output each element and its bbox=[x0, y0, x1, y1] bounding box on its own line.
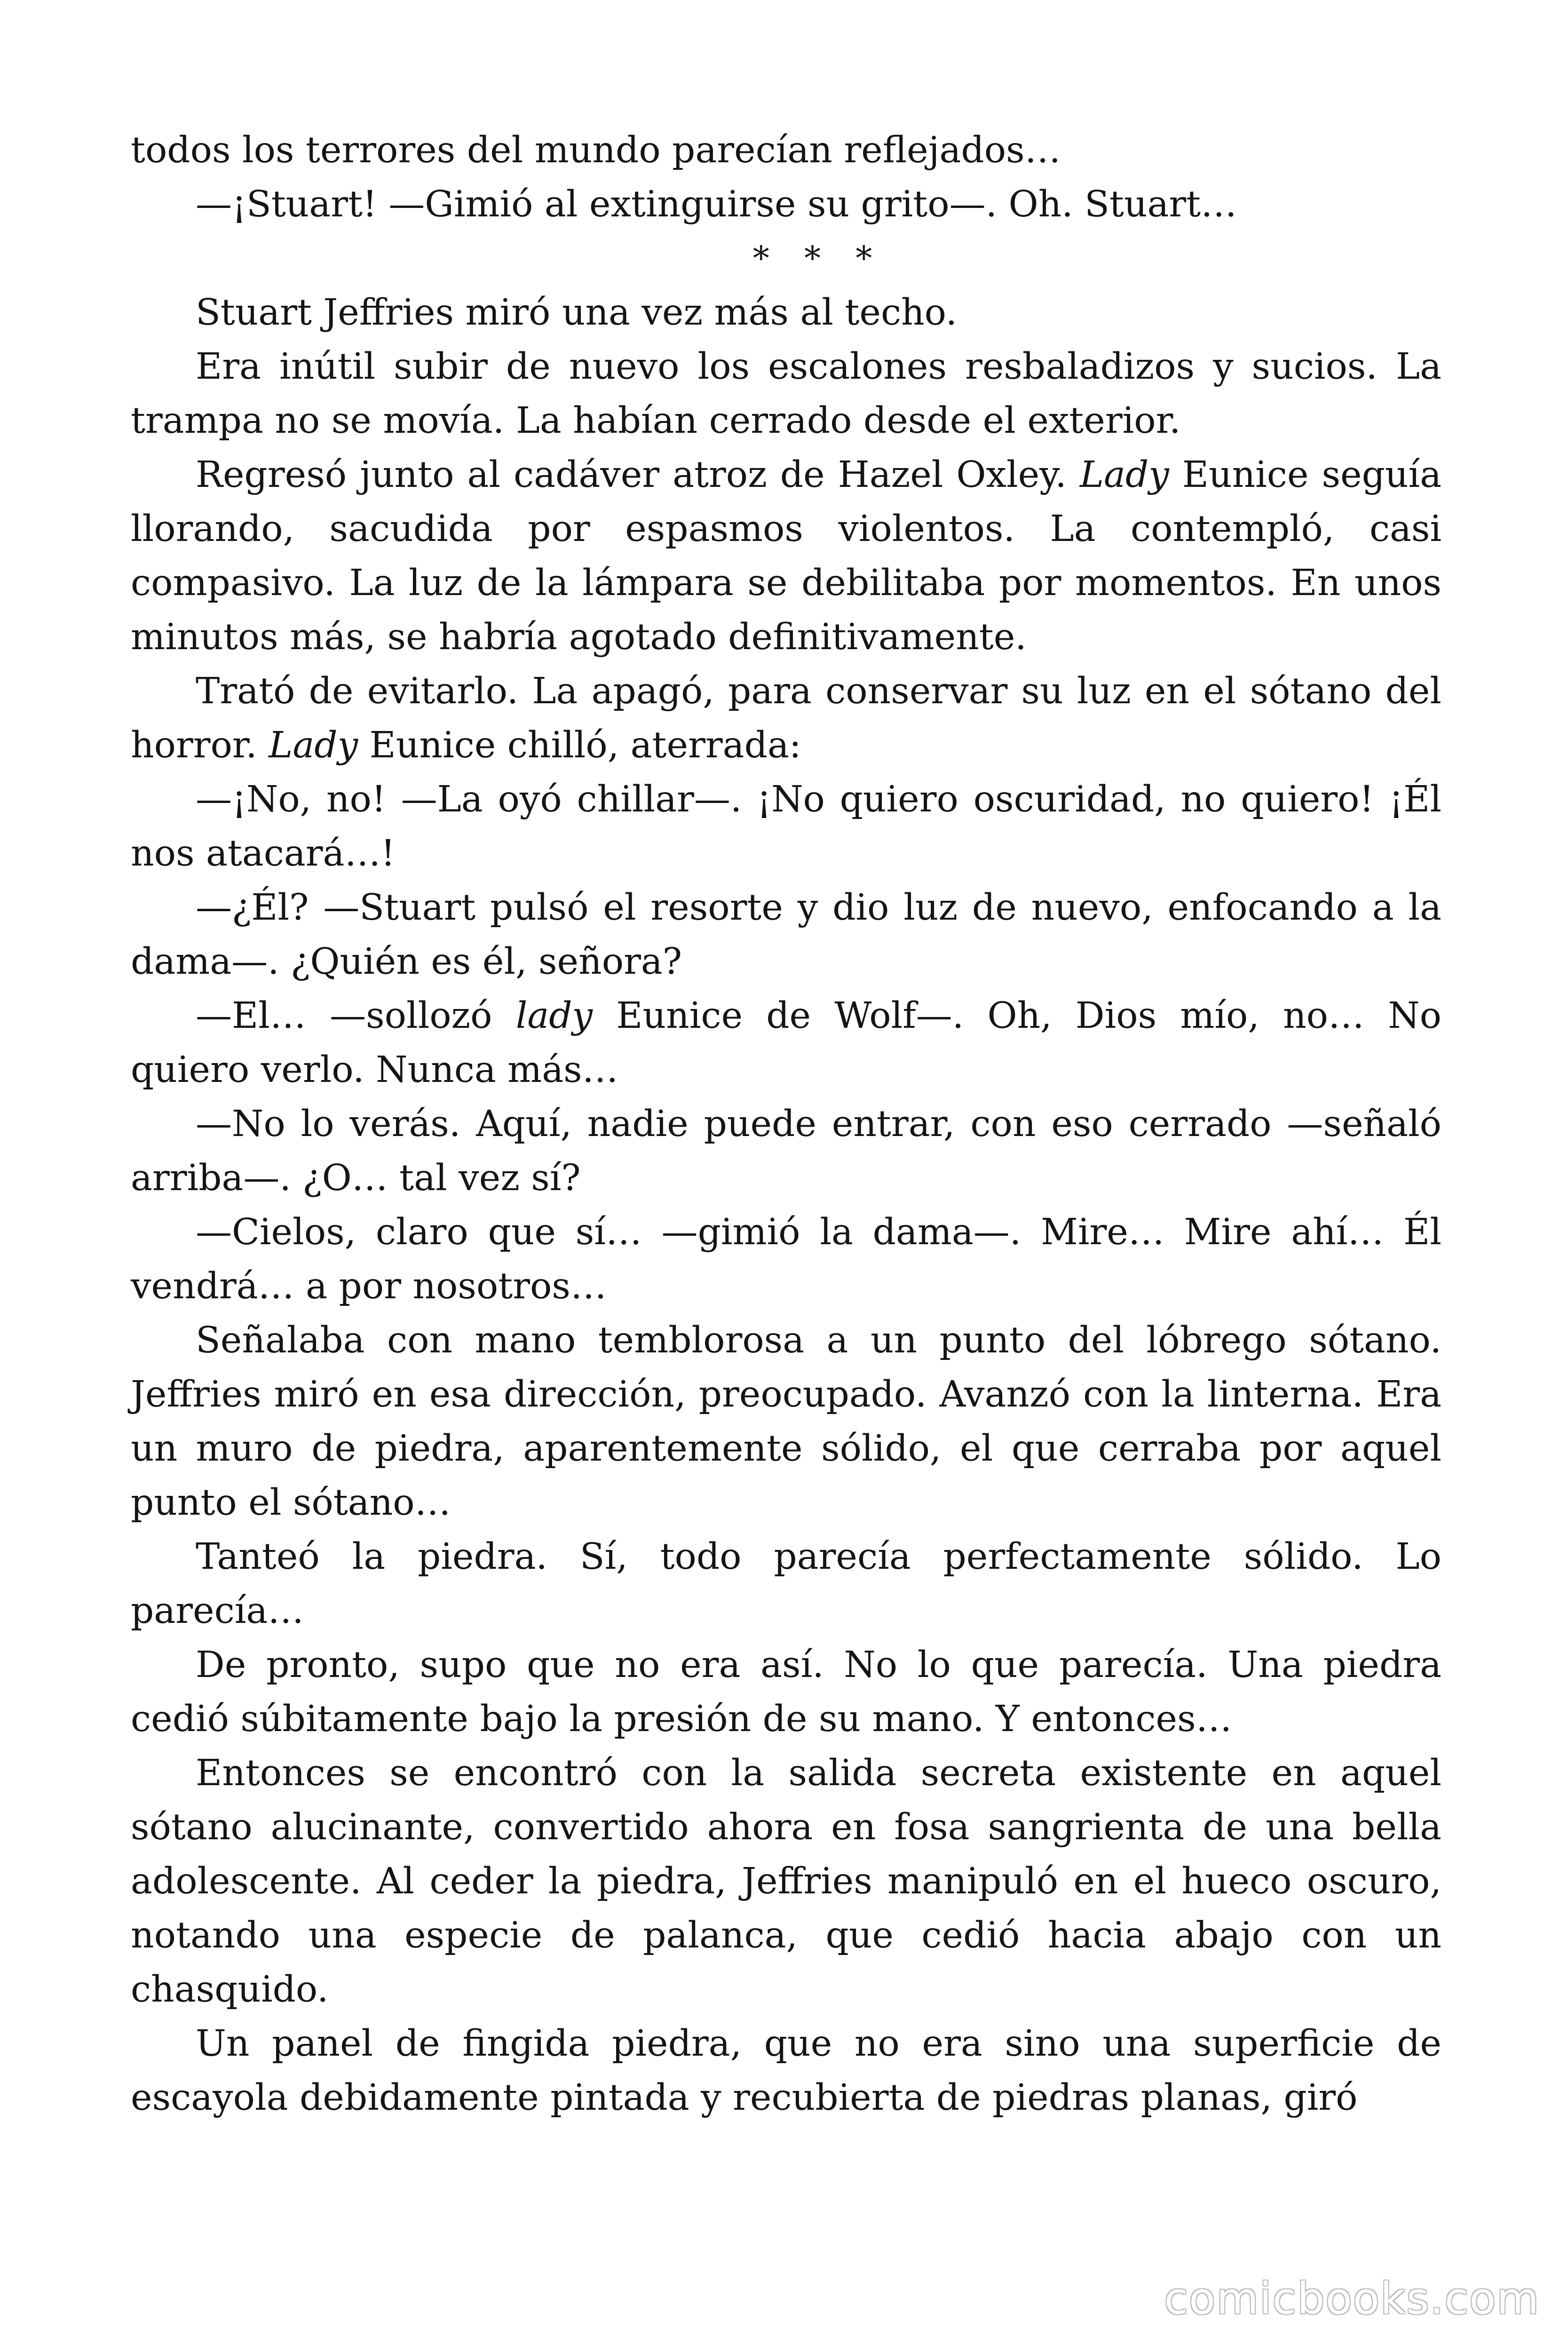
paragraph-5: —¡No, no! —La oyó chillar—. ¡No quiero oscuridad, no quiero! ¡Él nos atacará…! bbox=[131, 779, 1441, 874]
paragraph-1: Stuart Jeffries miró una vez más al techo. bbox=[196, 292, 958, 334]
section-separator: * * * bbox=[752, 239, 885, 278]
paragraph-6: —¿Él? —Stuart pulsó el resorte y dio luz de nuevo, enfocando a la dama—. ¿Quién es él, señora? bbox=[131, 887, 1441, 983]
paragraph-2: Era inútil subir de nuevo los escalones resbaladizos y sucios. La trampa no se movía. La habían cerrado desde el exterior. bbox=[131, 346, 1441, 442]
paragraph-13: Entonces se encontró con la salida secreta existente en aquel sótano alucinante, convertido ahora en fosa sangrienta de una bella adolescente. Al ceder la piedra, Jeffries manipuló en el hueco oscuro, notando una especie de palanca, que cedió hacia abajo con un chasquido. bbox=[131, 1752, 1441, 2010]
paragraph-4: Trató de evitarlo. La apagó, para conservar su luz en el sótano del horror. Lady Eunice chilló, aterrada: bbox=[131, 670, 1441, 766]
paragraph-14: Un panel de fingida piedra, que no era sino una superficie de escayola debidamente pintada y recubierta de piedras planas, giró bbox=[131, 2023, 1441, 2119]
paragraph-9: —Cielos, claro que sí… —gimió la dama—. Mire… Mire ahí… Él vendrá… a por nosotros… bbox=[131, 1211, 1441, 1307]
paragraph-11: Tanteó la piedra. Sí, todo parecía perfectamente sólido. Lo parecía… bbox=[131, 1536, 1441, 1632]
paragraph-7: —El… —sollozó lady Eunice de Wolf—. Oh, Dios mío, no… No quiero verlo. Nunca más… bbox=[131, 995, 1442, 1091]
watermark: comicbooks.com bbox=[1164, 2273, 1540, 2324]
paragraph-12: De pronto, supo que no era así. No lo que parecía. Una piedra cedió súbitamente bajo la presión de su mano. Y entonces… bbox=[131, 1644, 1441, 1740]
paragraph-10: Señalaba con mano temblorosa a un punto del lóbrego sótano. Jeffries miró en esa dirección, preocupado. Avanzó con la linterna. Era un muro de piedra, aparentemente sólido, el que cerraba por aquel punto el sótano… bbox=[131, 1319, 1441, 1524]
paragraph-continuation: todos los terrores del mundo parecían reflejados… bbox=[131, 129, 1061, 171]
paragraph-dialogue-stuart: —¡Stuart! —Gimió al extinguirse su grito—. Oh. Stuart… bbox=[196, 183, 1237, 225]
paragraph-8: —No lo verás. Aquí, nadie puede entrar, con eso cerrado —señaló arriba—. ¿O… tal vez sí? bbox=[131, 1103, 1441, 1199]
page-text bbox=[131, 123, 1441, 2125]
paragraph-3: Regresó junto al cadáver atroz de Hazel Oxley. Lady Eunice seguía llorando, sacudida por espasmos violentos. La contempló, casi compasivo. La luz de la lámpara se debilitaba por momentos. En unos minutos más, se habría agotado definitivamente. bbox=[131, 454, 1441, 658]
